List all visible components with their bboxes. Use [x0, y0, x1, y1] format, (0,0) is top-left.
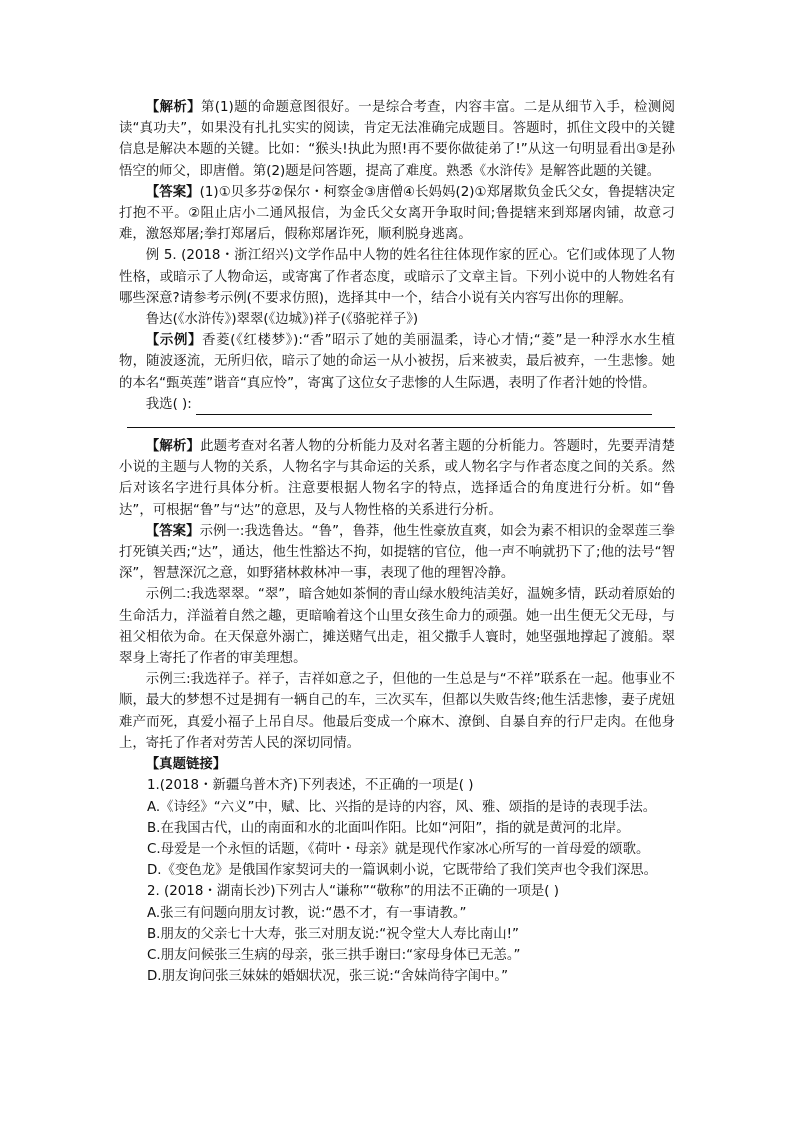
- question-2-option-d: D.朋友询问张三妹妹的婚姻状况，张三说:“舍妹尚待字闺中。”: [147, 969, 509, 985]
- question-1: 1.(2018・新疆乌普木齐)下列表述，不正确的一项是( ): [147, 778, 474, 794]
- answer-text: (1)①贝多芬②保尔・柯察金③唐僧④长妈妈(2)①郑屠欺负金氏父女，鲁提辖决定打抱不平。②阻止店小二通风报信，为金氏父女离开争取时间;鲁提辖来到郑屠肉铺，故意刁难，激怒郑屠;拳打郑屠后，假称郑屠诈死，顺利脱身逃离。: [119, 184, 675, 243]
- question-2-option-b: B.朋友的父亲七十大寿，张三对朋友说:“祝令堂大人寿比南山!”: [147, 926, 519, 942]
- analysis-label-2: 【解析】: [145, 439, 201, 455]
- choose-label: 我选( ):: [145, 396, 192, 412]
- answer-label-2: 【答案】: [145, 523, 200, 539]
- real-question-link-header: 【真题链接】: [145, 757, 227, 773]
- answer-example-2: 示例二:我选翠翠。“翠”，暗含她如茶恫的青山绿水般纯洁美好，温婉多情，跃动着原始的生命活力，洋溢着自然之趣，更暗喻着这个山里女孩生命力的顽强。她一出生便无父无母，与祖父相依为命。在天保意外溺亡，摊送赌气出走，祖父撒手人寰时，她坚强地撑起了渡船。翠翠身上寄托了作者的审美理想。: [119, 587, 675, 667]
- sample-text: 香菱(《红楼梦》):“香”昭示了她的美丽温柔，诗心才情;“菱”是一种浮水水生植物，随波逐流，无所归依，暗示了她的命运一从小被拐，后来被卖，最后被弃，一生悲惨。她的本名“甄英莲”谐音“真应怜”，寄寓了这位女子悲惨的人生际遇，表明了作者汁她的怜惜。: [119, 333, 676, 391]
- question-2-option-c: C.朋友问候张三生病的母亲，张三拱手谢曰:“家母身体已无恙。”: [147, 947, 521, 963]
- analysis-paragraph-1: [119, 97, 675, 182]
- question-1-option-b: B.在我国古代，山的南面和水的北面叫作阳。比如“河阳”，指的就是黄河的北岸。: [147, 820, 630, 836]
- answer-label: 【答案】: [145, 184, 200, 200]
- analysis-label: 【解析】: [145, 100, 201, 115]
- question-2: 2. (2018・湖南长沙)下列古人“谦称”“敬称”的用法不正确的一项是( ): [147, 884, 559, 900]
- choose-line: [119, 394, 675, 415]
- answer-blank-line[interactable]: [196, 398, 652, 415]
- sample-label: 【示例】: [145, 333, 203, 349]
- sample-paragraph: [119, 330, 675, 394]
- analysis-text-2: 此题考查对名著人物的分析能力及对名著主题的分析能力。答题时，先要弄清楚小说的主题与人物的关系，人物名字与其命运的关系，或人物名字与作者态度之间的关系。然后对该名字进行具体分析。注意要根据人物名字的特点，选择适合的角度进行分析。如“鲁达”，可根据“鲁”与“达”的意思，及与人物性格的关系进行分析。: [119, 439, 675, 518]
- question-1-option-c: C.母爱是一个永恒的话题，《荷叶・母亲》就是现代作家冰心所写的一首母爱的颂歌。: [147, 841, 650, 857]
- question-1-option-d: D.《变色龙》是俄国作家契诃夫的一篇讽刺小说，它既带给了我们笑声也令我们深思。: [147, 863, 658, 879]
- example-5-question: 例 5. (2018・浙江绍兴)文学作品中人物的姓名往往体现作家的匠心。它们或体现了人物性格，或暗示了人物命运，或寄寓了作者态度，或暗示了文章主旨。下列小说中的人物姓名有哪些深意?请参考示例(不要求仿照)，选择其中一个，结合小说有关内容写出你的理解。: [119, 248, 675, 306]
- answer-example-3: 示例三:我选祥子。祥子，吉祥如意之子，但他的一生总是与“不祥”联系在一起。他事业不顺，最大的梦想不过是拥有一辆自己的车，三次买车，但都以失败告终;他生活悲惨，妻子虎妞难产而死，真爱小福子上吊自尽。他最后变成一个麻木、潦倒、自暴自弃的行尸走肉。在他身上，寄托了作者对劳苦人民的深切同情。: [119, 672, 675, 751]
- answer-blank-line-2[interactable]: [127, 415, 675, 428]
- question-1-option-a: A.《诗经》“六义”中，赋、比、兴指的是诗的内容，风、雅、颂指的是诗的表现手法。: [147, 799, 657, 815]
- analysis-text: 第(1)题的命题意图很好。一是综合考查，内容丰富。二是从细节入手，检测阅读“真功夫”，如果没有扎扎实实的阅读，肯定无法准确完成题目。答题时，抓住文段中的关键信息是解决本题的关键。比如：“猴头!执此为照!再不要你做徒弟了!”从这一句明显看出③是孙悟空的师父，即唐僧。第(2)题是问答题，提高了难度。熟悉《水浒传》是解答此题的关键。: [119, 100, 676, 179]
- question-2-option-a: A.张三有问题向朋友讨教，说:“愚不才，有一事请教。”: [147, 905, 467, 921]
- answer-paragraph-2: [119, 521, 675, 585]
- answer-paragraph-1: [119, 182, 675, 246]
- answer-example-1: 示例一:我选鲁达。“鲁”，鲁莽，他生性豪放直爽，如会为素不相识的金翠莲三拳打死镇关西;“达”，通达，他生性豁达不拘，如提辖的官位，他一声不响就扔下了;他的法号“智深”，智慧深沉之意，如野猪林救林冲一事，表现了他的理智冷静。: [119, 523, 675, 582]
- novel-options-line: 鲁达(《水浒传》)翠翠(《边城》)祥子(《骆驼祥子》): [145, 312, 419, 328]
- document-body: [119, 97, 675, 987]
- analysis-paragraph-2: [119, 436, 675, 521]
